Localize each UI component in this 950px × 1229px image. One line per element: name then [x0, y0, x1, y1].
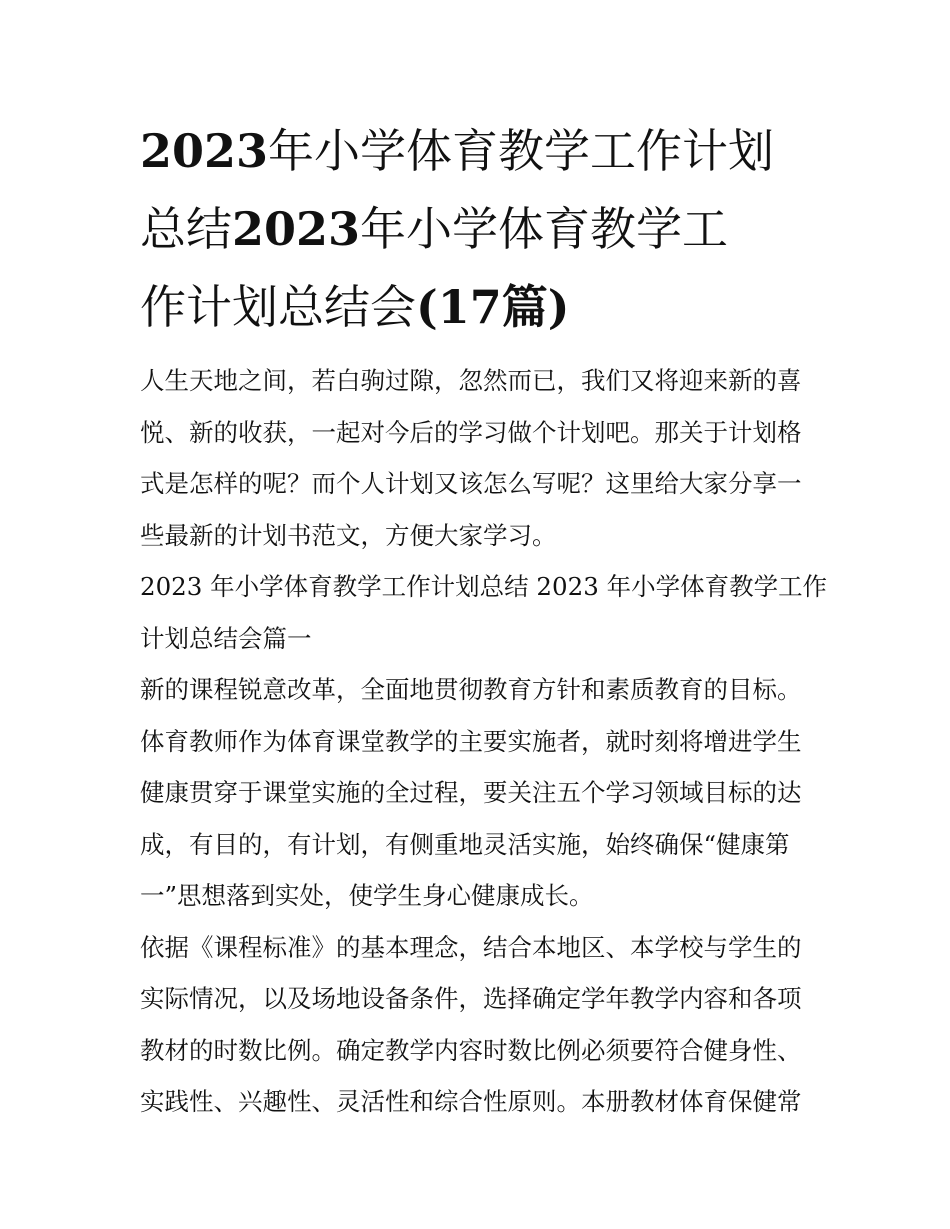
document-title	[140, 112, 820, 346]
body-line: 些最新的计划书范文，方便大家学习。	[140, 520, 557, 550]
body-line: 依据《课程标准》的基本理念，结合本地区、本学校与学生的	[140, 932, 802, 962]
document-body	[140, 355, 828, 1128]
title-line-3: 作计划总结会(17篇)	[140, 280, 570, 334]
body-line: 教材的时数比例。确定教学内容时数比例必须要符合健身性、	[140, 1035, 802, 1065]
body-line: 人生天地之间，若白驹过隙，忽然而已，我们又将迎来新的喜	[140, 366, 802, 395]
body-line: 成，有目的，有计划，有侧重地灵活实施，始终确保“健康第	[140, 829, 790, 859]
body-line: 实际情况，以及场地设备条件，选择确定学年教学内容和各项	[140, 984, 802, 1013]
body-line: 新的课程锐意改革，全面地贯彻教育方针和素质教育的目标。	[140, 675, 802, 704]
body-line: 悦、新的收获，一起对今后的学习做个计划吧。那关于计划格	[140, 417, 802, 447]
body-line: 式是怎样的呢？而个人计划又该怎么写呢？这里给大家分享一	[140, 469, 802, 498]
section-heading-line: 2023 年小学体育教学工作计划总结 2023 年小学体育教学工作	[140, 572, 828, 601]
title-line-1: 2023年小学体育教学工作计划	[140, 124, 775, 178]
title-line-2: 总结2023年小学体育教学工	[140, 202, 729, 256]
body-line: 健康贯穿于课堂实施的全过程，要关注五个学习领域目标的达	[140, 778, 802, 807]
body-line: 一”思想落到实处，使学生身心健康成长。	[140, 881, 594, 910]
section-heading-line: 计划总结会篇一	[140, 623, 312, 653]
body-line: 实践性、兴趣性、灵活性和综合性原则。本册教材体育保健常	[140, 1087, 802, 1116]
body-line: 体育教师作为体育课堂教学的主要实施者，就时刻将增进学生	[140, 726, 802, 756]
